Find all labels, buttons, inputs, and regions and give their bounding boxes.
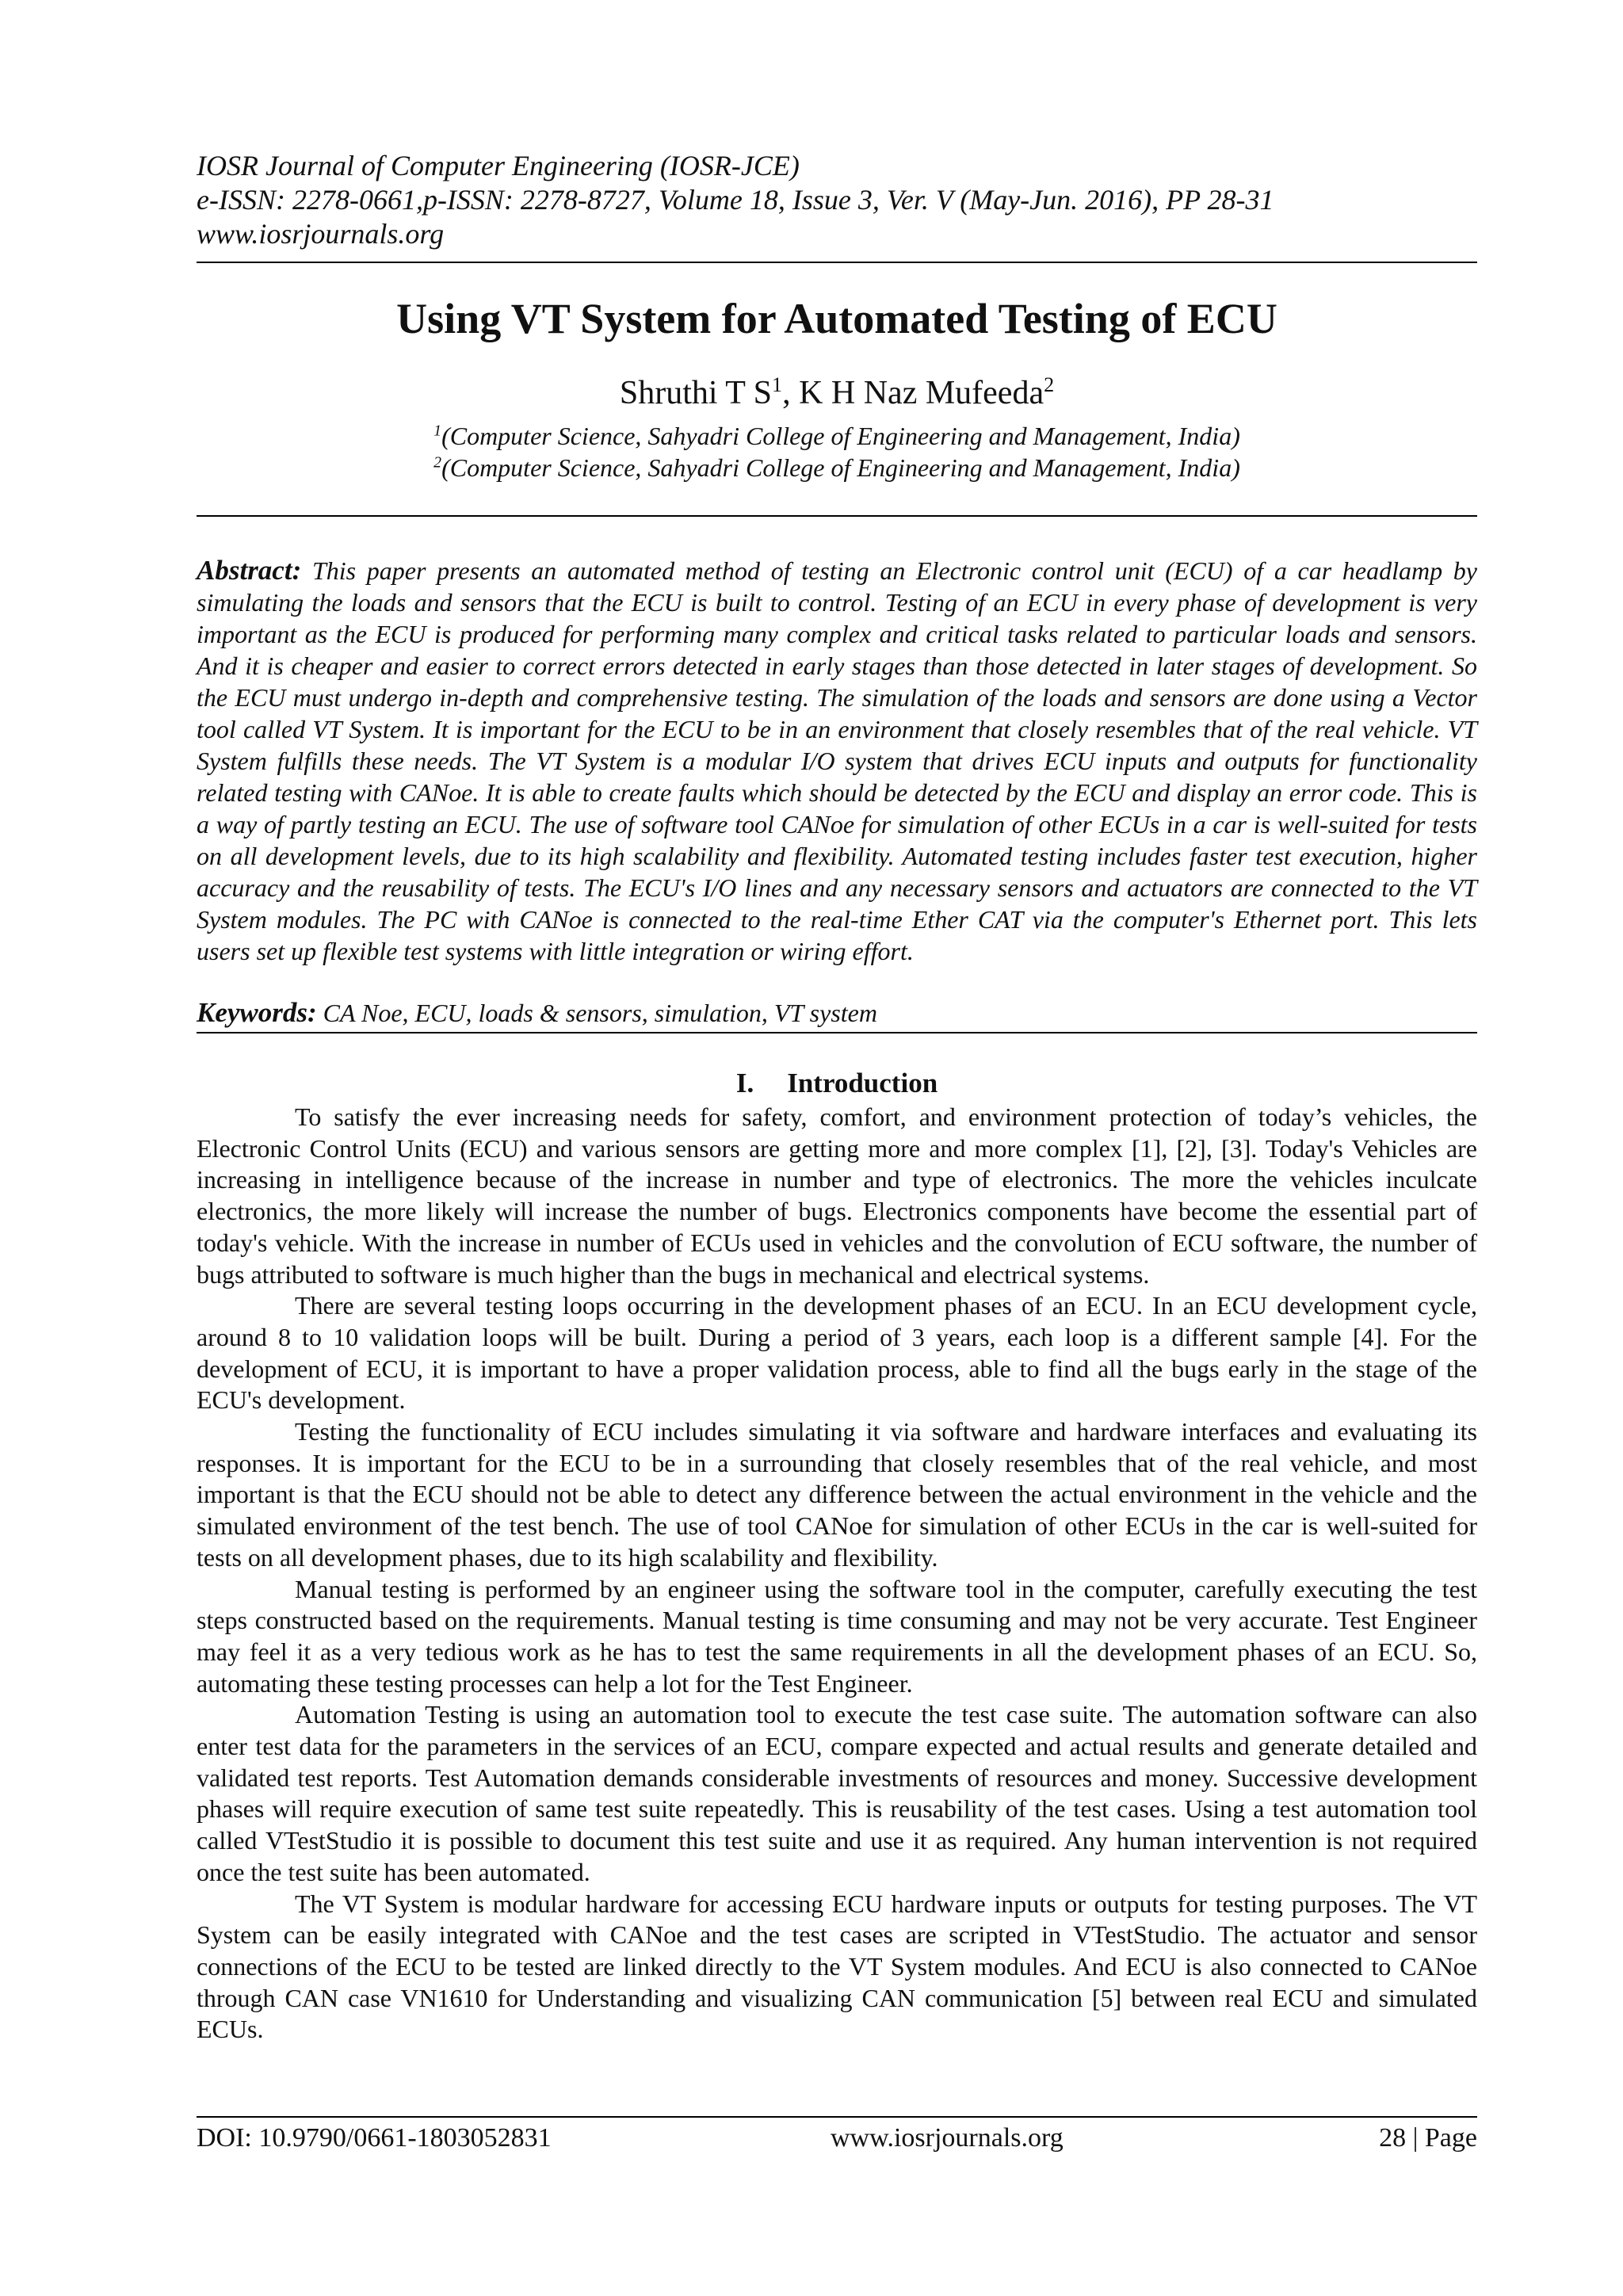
author-list: [197, 372, 1477, 414]
section-heading: [197, 1067, 1477, 1100]
affiliation-2-sup: 2: [433, 453, 442, 472]
affiliation-2-text: (Computer Science, Sahyadri College of Engineering and Management, India): [441, 453, 1240, 482]
header-rule: [197, 262, 1477, 263]
author-separator: ,: [782, 375, 800, 411]
abstract: [197, 555, 1477, 967]
section-title: Introduction: [787, 1068, 938, 1098]
journal-name: IOSR Journal of Computer Engineering (IOSR-JCE): [197, 150, 800, 181]
affiliation-2: [197, 452, 1477, 483]
affiliation-1: [197, 420, 1477, 452]
body-paragraph-6: The VT System is modular hardware for accessing ECU hardware inputs or outputs for testing purposes. The VT System can be easily integrated with CANoe and the test cases are scripted in VTestStudio. The actuator and sensor connections of the ECU to be tested are linked directly to the VT System modules. And ECU is also connected to CANoe through CAN case VN1610 for Understanding and visualizing CAN communication [5] between real ECU and simulated ECUs.: [197, 1889, 1477, 2044]
body-paragraph-2: There are several testing loops occurring in the development phases of an ECU. In an ECU development cycle, around 8 to 10 validation loops will be built. During a period of 3 years, each loop is a different sample [4]. For the development of ECU, it is important to have a proper validation process, able to find all the bugs early in the stage of the ECU's development.: [197, 1291, 1477, 1415]
keywords: [197, 997, 1477, 1029]
page-footer: [197, 2119, 1477, 2157]
journal-header: [197, 149, 1477, 251]
footer-doi: DOI: 10.9790/0661-1803052831: [197, 2123, 552, 2153]
author-1-name: Shruthi T S: [619, 375, 773, 411]
abstract-label: Abstract:: [197, 555, 302, 586]
footer-rule: [197, 2116, 1477, 2118]
author-2-sup: 2: [1044, 373, 1055, 396]
footer-website[interactable]: www.iosrjournals.org: [831, 2123, 1064, 2153]
paper-title: Using VT System for Automated Testing of ECU: [396, 295, 1277, 342]
affiliation-1-sup: 1: [433, 422, 442, 440]
issn-line: e-ISSN: 2278-0661,p-ISSN: 2278-8727, Volume 18, Issue 3, Ver. V (May-Jun. 2016), PP 28-31: [197, 184, 1274, 216]
abstract-text: This paper presents an automated method of testing an Electronic control unit (ECU) of a car headlamp by simulating the loads and sensors that the ECU is built to control. Testing of an ECU in every phase of development is very important as the ECU is produced for performing many complex and critical tasks related to particular loads and sensors. And it is cheaper and easier to correct errors detected in early stages than those detected in later stages of development. So the ECU must undergo in-depth and comprehensive testing. The simulation of the loads and sensors are done using a Vector tool called VT System. It is important for the ECU to be in an environment that closely resembles that of the real vehicle. VT System fulfills these needs. The VT System is a modular I/O system that drives ECU inputs and outputs for functionality related testing with CANoe. It is able to create faults which should be detected by the ECU and display an error code. This is a way of partly testing an ECU. The use of software tool CANoe for simulation of other ECUs in a car is well-suited for tests on all development levels, due to its high scalability and flexibility. Automated testing includes faster test execution, higher accuracy and the reusability of tests. The ECU's I/O lines and any necessary sensors and actuators are connected to the VT System modules. The PC with CANoe is connected to the real-time Ether CAT via the computer's Ethernet port. This lets users set up flexible test systems with little integration or wiring effort.: [197, 556, 1478, 965]
section-body: [197, 1102, 1477, 2046]
affiliation-1-text: (Computer Science, Sahyadri College of Engineering and Management, India): [441, 422, 1240, 450]
author-1-sup: 1: [772, 373, 783, 396]
body-paragraph-1: To satisfy the ever increasing needs for safety, comfort, and environment protection of today’s vehicles, the Electronic Control Units (ECU) and various sensors are getting more and more complex [1], [2], [3]. Today's Vehicles are increasing in intelligence because of the increase in number and type of electronics. The more the vehicles inculcate electronics, the more likely will increase the number of bugs. Electronics components have become the essential part of today's vehicle. With the increase in number of ECUs used in vehicles and the convolution of ECU software, the number of bugs attributed to software is much higher than the bugs in mechanical and electrical systems.: [197, 1102, 1477, 1289]
body-paragraph-3: Testing the functionality of ECU includes simulating it via software and hardware interfaces and evaluating its responses. It is important for the ECU to be in a surrounding that closely resembles that of the real vehicle, and most important is that the ECU should not be able to detect any difference between the actual environment in the vehicle and the simulated environment of the test bench. The use of tool CANoe for simulation of other ECUs in the car is well-suited for tests on all development phases, due to its high scalability and flexibility.: [197, 1417, 1477, 1572]
keywords-label: Keywords:: [197, 997, 317, 1028]
body-paragraph-5: Automation Testing is using an automation tool to execute the test case suite. The automation software can also enter test data for the parameters in the services of an ECU, compare expected and actual results and generate detailed and validated test reports. Test Automation demands considerable investments of resources and money. Successive development phases will require execution of same test suite repeatedly. This is reusability of the test cases. Using a test automation tool called VTestStudio it is possible to document this test suite and use it as required. Any human intervention is not required once the test suite has been automated.: [197, 1700, 1477, 1886]
footer-page-number: 28 | Page: [1379, 2123, 1477, 2153]
body-paragraph-4: Manual testing is performed by an engineer using the software tool in the computer, carefully executing the test steps constructed based on the requirements. Manual testing is time consuming and may not be very accurate. Test Engineer may feel it as a very tedious work as he has to test the same requirements in all the development phases of an ECU. So, automating these testing processes can help a lot for the Test Engineer.: [197, 1574, 1477, 1698]
journal-website[interactable]: www.iosrjournals.org: [197, 218, 445, 250]
abstract-bottom-rule: [197, 1032, 1477, 1033]
abstract-top-rule: [197, 515, 1477, 517]
author-2-name: K H Naz Mufeeda: [799, 375, 1044, 411]
section-number: I.: [735, 1068, 754, 1098]
keywords-text: CA Noe, ECU, loads & sensors, simulation, VT system: [323, 999, 877, 1027]
